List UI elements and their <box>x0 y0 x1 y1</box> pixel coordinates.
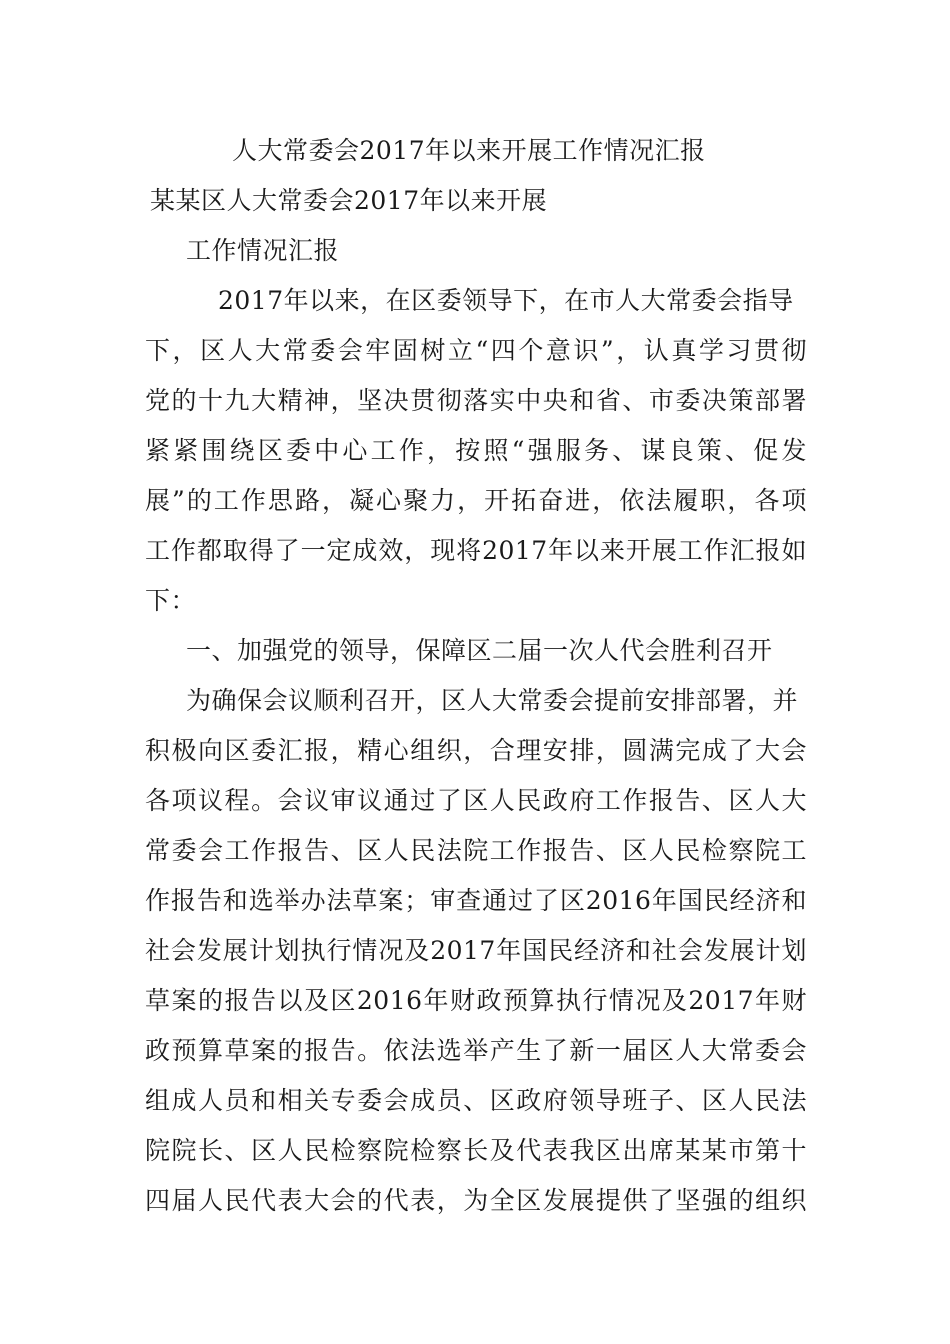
section-body-line: 四届人民代表大会的代表，为全区发展提供了坚强的组织 <box>145 1186 807 1215</box>
section-body-line: 积极向区委汇报，精心组织，合理安排，圆满完成了大会 <box>145 736 807 765</box>
intro-line: 2017年以来，在区委领导下，在市人大常委会指导 <box>218 286 794 315</box>
intro-line: 下： <box>145 586 197 615</box>
section-body-line: 作报告和选举办法草案；审查通过了区2016年国民经济和 <box>145 886 807 915</box>
section-body-line: 常委会工作报告、区人民法院工作报告、区人民检察院工 <box>145 836 807 865</box>
subtitle-line-1: 某某区人大常委会2017年以来开展 <box>150 186 548 215</box>
section-body-line: 各项议程。会议审议通过了区人民政府工作报告、区人大 <box>145 786 807 815</box>
section-heading: 一、加强党的领导，保障区二届一次人代会胜利召开 <box>186 636 773 665</box>
intro-line: 展”的工作思路，凝心聚力，开拓奋进，依法履职，各项 <box>145 486 807 515</box>
intro-line: 下，区人大常委会牢固树立“四个意识”，认真学习贯彻 <box>145 336 807 365</box>
section-body-line: 为确保会议顺利召开，区人大常委会提前安排部署，并 <box>186 686 799 715</box>
document-title: 人大常委会2017年以来开展工作情况汇报 <box>232 136 706 165</box>
intro-line: 党的十九大精神，坚决贯彻落实中央和省、市委决策部署 <box>145 386 807 415</box>
intro-line: 工作都取得了一定成效，现将2017年以来开展工作汇报如 <box>145 536 807 565</box>
intro-line: 紧紧围绕区委中心工作，按照“强服务、谋良策、促发 <box>145 436 807 465</box>
subtitle-line-2: 工作情况汇报 <box>186 236 340 265</box>
section-body-line: 政预算草案的报告。依法选举产生了新一届区人大常委会 <box>145 1036 807 1065</box>
section-body-line: 组成人员和相关专委会成员、区政府领导班子、区人民法 <box>145 1086 807 1115</box>
section-body-line: 社会发展计划执行情况及2017年国民经济和社会发展计划 <box>145 936 807 965</box>
section-body-line: 院院长、区人民检察院检察长及代表我区出席某某市第十 <box>145 1136 807 1165</box>
section-body-line: 草案的报告以及区2016年财政预算执行情况及2017年财 <box>145 986 807 1015</box>
